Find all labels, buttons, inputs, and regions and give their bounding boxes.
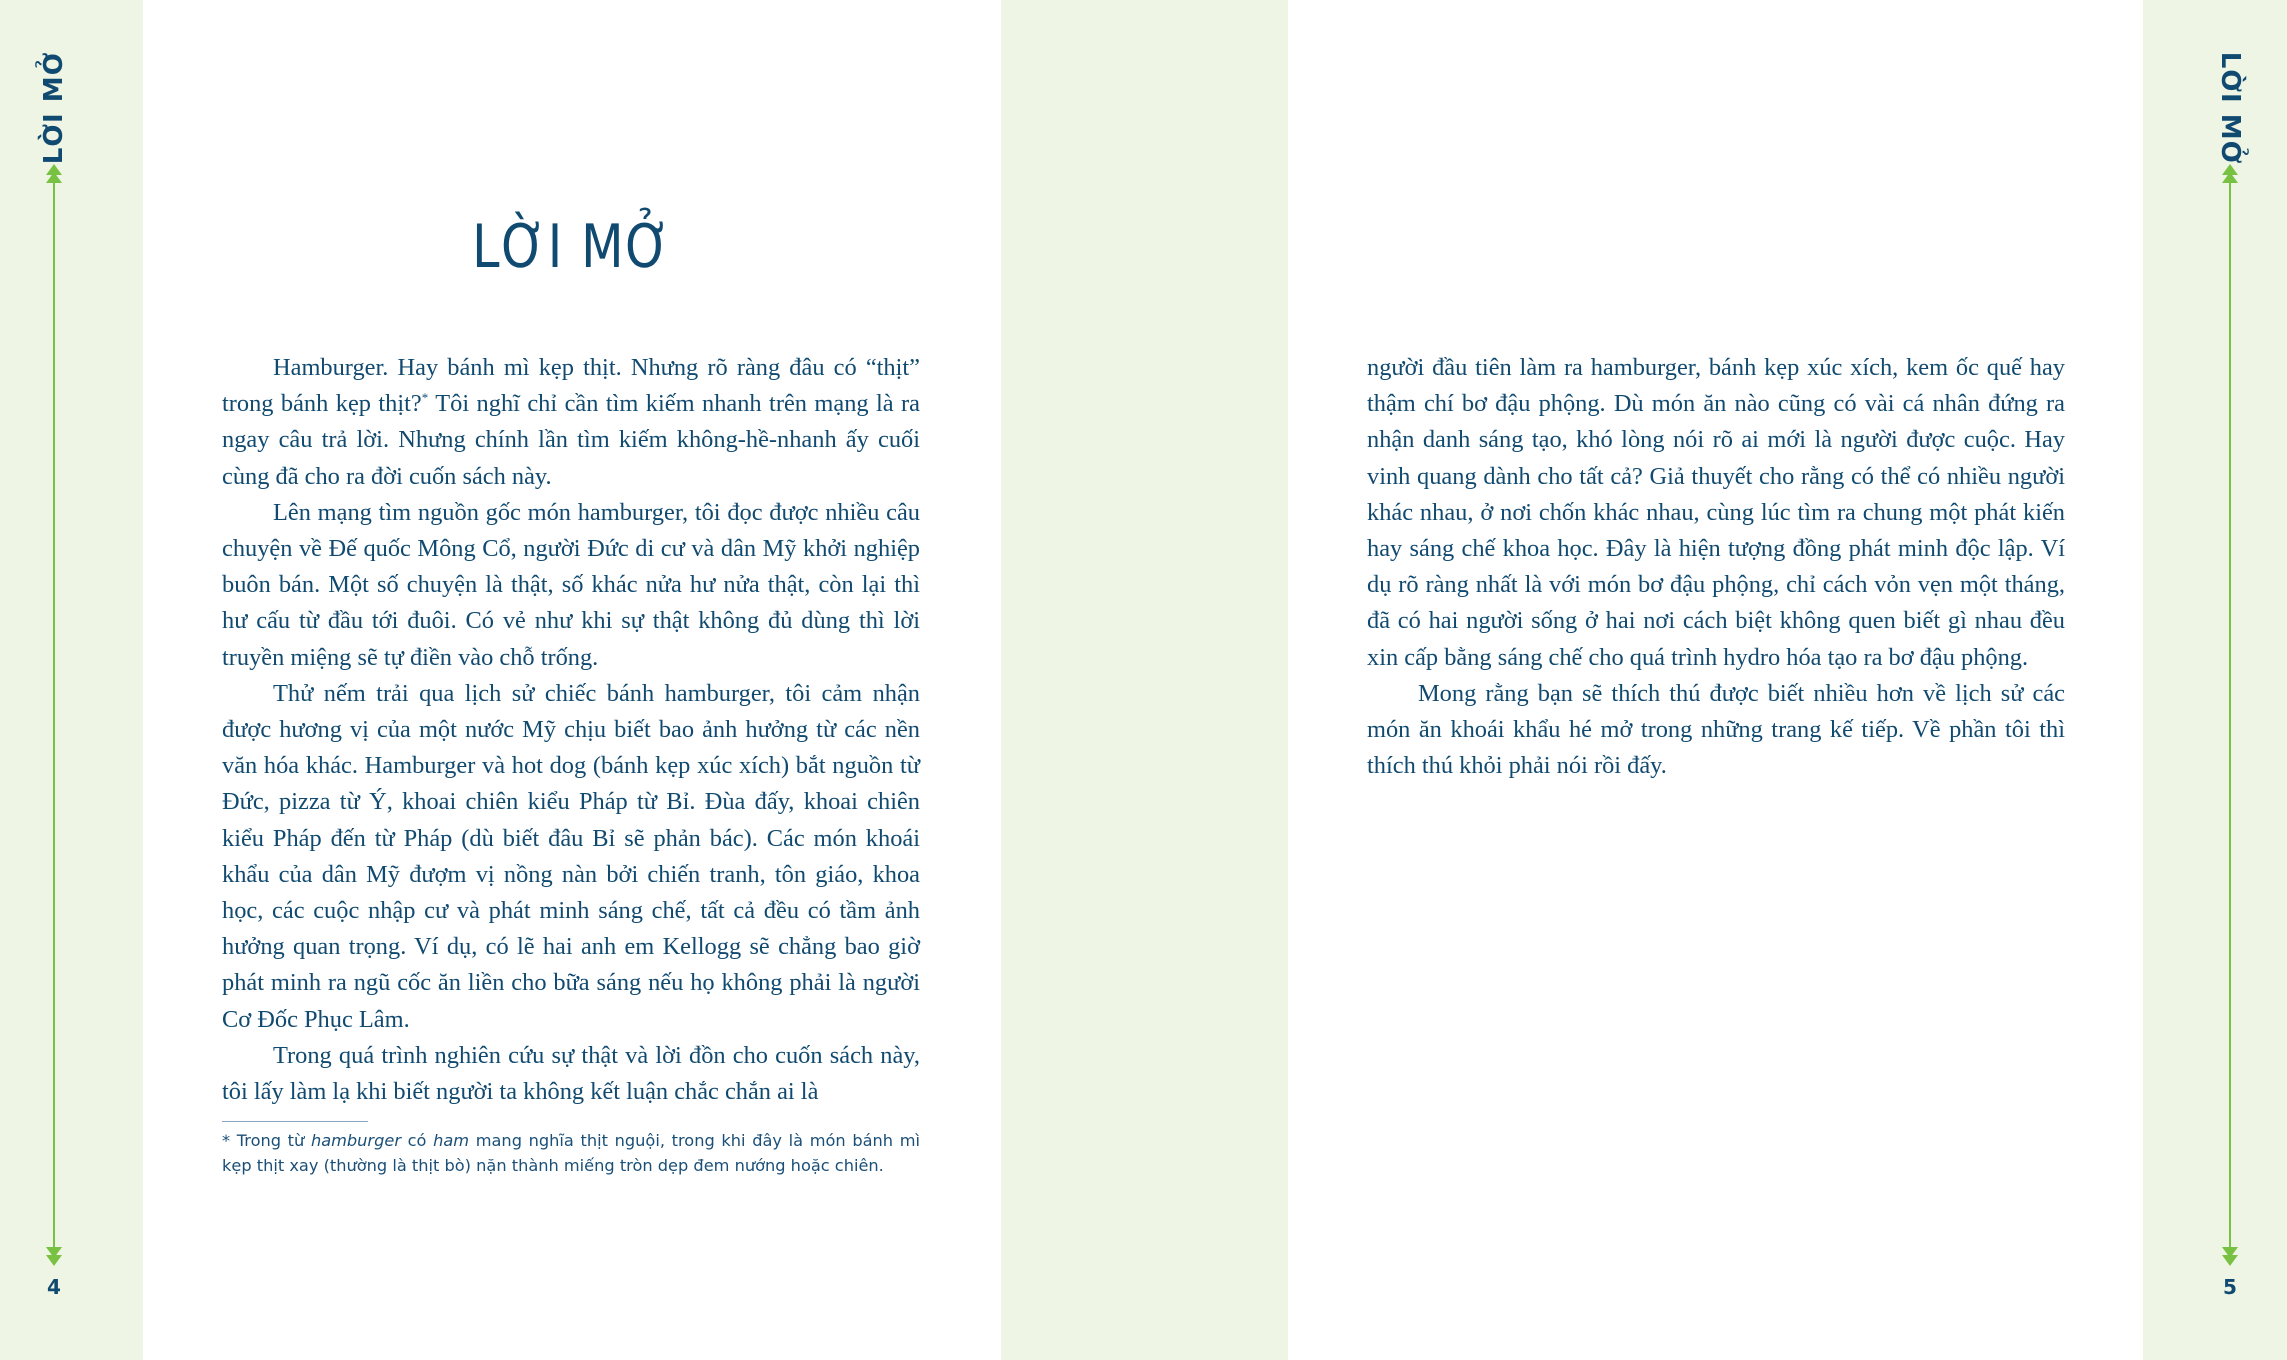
right-body-text xyxy=(1367,350,2065,784)
left-margin-strip xyxy=(14,0,94,1360)
left-page xyxy=(143,0,1001,1360)
right-page xyxy=(1288,0,2143,1360)
footnote xyxy=(222,1128,920,1178)
footnote-term: ham xyxy=(433,1131,470,1150)
paragraph: Trong quá trình nghiên cứu sự thật và lời đồn cho cuốn sách này, tôi lấy làm lạ khi biết người ta không kết luận chắc chắn ai là xyxy=(222,1041,920,1106)
page-number-right: 5 xyxy=(2223,1275,2237,1299)
footnote-text: có xyxy=(400,1131,434,1150)
right-margin-strip xyxy=(2190,0,2270,1360)
running-head-right-text: LỜI MỞ xyxy=(2215,51,2245,165)
paragraph: người đầu tiên làm ra hamburger, bánh kẹp xúc xích, kem ốc quế hay thậm chí bơ đậu phộng. Dù món ăn nào cũng có vài cá nhân đứng ra nhận danh sáng tạo, khó lòng nói rõ ai mới là người được cuộc. Hay vinh quang dành cho tất cả? Giả thuyết cho rằng có thể có nhiều người khác nhau, ở nơi chốn khác nhau, cùng lúc tìm ra chung một phát kiến hay sáng chế khoa học. Đây là hiện tượng đồng phát minh độc lập. Ví dụ rõ ràng nhất là với món bơ đậu phộng, chỉ cách vỏn vẹn một tháng, đã có hai người sống ở hai nơi cách biệt không quen biết gì nhau đều xin cấp bằng sáng chế cho quá trình hydro hóa tạo ra bơ đậu phộng. xyxy=(1367,354,2065,671)
left-body-text xyxy=(222,350,920,1110)
paragraph-text: Hamburger. Hay bánh mì kẹp thịt. Nhưng rõ ràng đâu có “thịt” trong bánh kẹp thịt? xyxy=(222,354,920,418)
running-head-right xyxy=(2190,51,2270,165)
footnote-divider xyxy=(222,1121,368,1122)
vertical-rule-left xyxy=(53,170,55,1260)
paragraph: Thử nếm trải qua lịch sử chiếc bánh hamburger, tôi cảm nhận được hương vị của một nước Mỹ chịu biết bao ảnh hưởng từ các nền văn hóa khác. Hamburger và hot dog (bánh kẹp xúc xích) bắt nguồn từ Đức, pizza từ Ý, khoai chiên kiểu Pháp từ Bỉ. Đùa đấy, khoai chiên kiểu Pháp đến từ Pháp (dù biết đâu Bỉ sẽ phản bác). Các món khoái khẩu của dân Mỹ đượm vị nồng nàn bởi chiến tranh, tôn giáo, khoa học, các cuộc nhập cư và phát minh sáng chế, tất cả đều có tầm ảnh hưởng quan trọng. Ví dụ, có lẽ hai anh em Kellogg sẽ chẳng bao giờ phát minh ra ngũ cốc ăn liền cho bữa sáng nếu họ không phải là người Cơ Đốc Phục Lâm. xyxy=(222,679,920,1033)
footnote-term: hamburger xyxy=(310,1131,401,1150)
footnote-text: mang nghĩa thịt nguội, trong khi đây là món bánh mì kẹp thịt xay (thường là thịt bò) nặn thành miếng tròn dẹp đem nướng hoặc chiên. xyxy=(222,1131,920,1175)
paragraph: Mong rằng bạn sẽ thích thú được biết nhiều hơn về lịch sử các món ăn khoái khẩu hé mở trong những trang kế tiếp. Về phần tôi thì thích thú khỏi phải nói rồi đấy. xyxy=(1367,679,2065,780)
chapter-title: LỜI MỞ xyxy=(472,212,672,282)
arrow-down-icon xyxy=(46,1255,62,1266)
paragraph-text: Tôi nghĩ chỉ cần tìm kiếm nhanh trên mạng là ra ngay câu trả lời. Nhưng chính lần tìm kiếm không-hề-nhanh ấy cuối cùng đã cho ra đời cuốn sách này. xyxy=(222,390,920,490)
running-head-left-text: LỜI MỞ xyxy=(39,51,69,165)
footnote-text: * Trong từ xyxy=(222,1131,311,1150)
paragraph xyxy=(222,350,920,495)
paragraph: Lên mạng tìm nguồn gốc món hamburger, tôi đọc được nhiều câu chuyện về Đế quốc Mông Cổ, người Đức di cư và dân Mỹ khởi nghiệp buôn bán. Một số chuyện là thật, số khác nửa hư nửa thật, còn lại thì hư cấu từ đầu tới đuôi. Có vẻ như khi sự thật không đủ dùng thì lời truyền miệng sẽ tự điền vào chỗ trống. xyxy=(222,498,920,671)
page-number-left: 4 xyxy=(47,1275,61,1299)
footnote-marker: * xyxy=(421,390,429,406)
vertical-rule-right xyxy=(2229,170,2231,1260)
arrow-down-icon xyxy=(2222,1255,2238,1266)
running-head-left xyxy=(14,51,94,165)
